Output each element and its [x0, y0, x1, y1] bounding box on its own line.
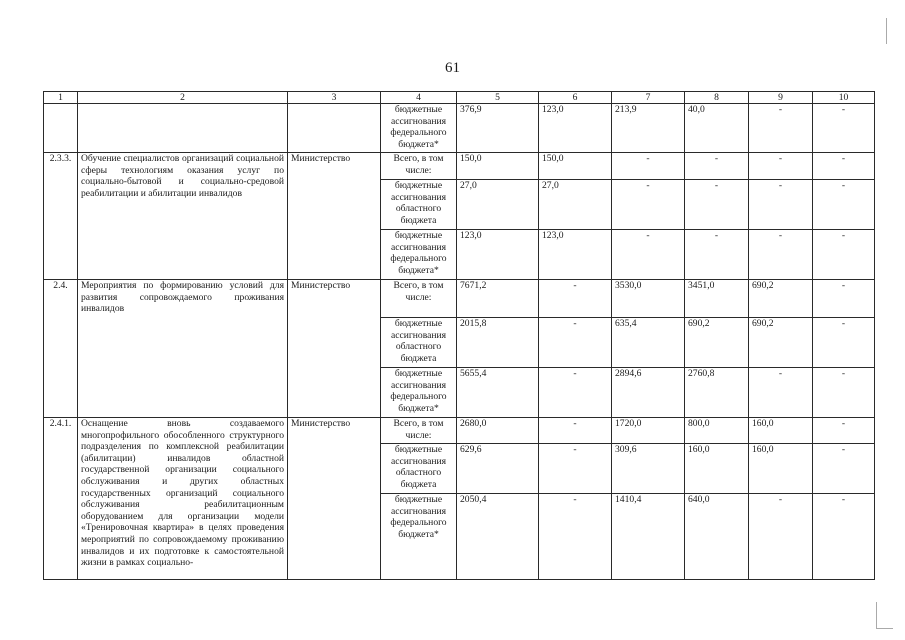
amount-total: 5655,4 — [457, 368, 539, 418]
funding-source: Всего, в том числе: — [381, 153, 457, 180]
amount-year: - — [813, 444, 875, 494]
amount-year: 2894,6 — [612, 368, 685, 418]
column-number: 9 — [749, 92, 813, 104]
table-row — [44, 153, 875, 180]
amount-year: 160,0 — [749, 418, 813, 444]
amount-year: 27,0 — [539, 180, 612, 230]
amount-year: - — [813, 280, 875, 318]
table-row — [44, 418, 875, 444]
amount-total: 2680,0 — [457, 418, 539, 444]
amount-year: - — [813, 153, 875, 180]
column-number: 2 — [78, 92, 288, 104]
amount-year: 213,9 — [612, 104, 685, 153]
column-number: 3 — [288, 92, 381, 104]
amount-year: - — [685, 230, 749, 280]
amount-year: 3530,0 — [612, 280, 685, 318]
amount-year: - — [685, 153, 749, 180]
amount-year: 690,2 — [749, 280, 813, 318]
column-number-row — [44, 92, 875, 104]
column-number: 4 — [381, 92, 457, 104]
amount-year: 690,2 — [685, 318, 749, 368]
item-description: Мероприятия по формированию условий для развития сопровождаемого проживания инвалидов — [78, 280, 288, 418]
amount-year: 123,0 — [539, 104, 612, 153]
amount-year: - — [539, 444, 612, 494]
item-executor: Министерство — [288, 418, 381, 580]
column-number: 8 — [685, 92, 749, 104]
amount-year: 1410,4 — [612, 494, 685, 580]
funding-source: Всего, в том числе: — [381, 280, 457, 318]
amount-year: - — [813, 368, 875, 418]
item-description — [78, 104, 288, 153]
amount-total: 2015,8 — [457, 318, 539, 368]
amount-year: - — [813, 180, 875, 230]
amount-total: 123,0 — [457, 230, 539, 280]
amount-year: - — [539, 368, 612, 418]
amount-year: - — [749, 368, 813, 418]
amount-year: - — [813, 230, 875, 280]
amount-year: 309,6 — [612, 444, 685, 494]
amount-year: 800,0 — [685, 418, 749, 444]
amount-year: 690,2 — [749, 318, 813, 368]
amount-year: 1720,0 — [612, 418, 685, 444]
amount-year: - — [539, 494, 612, 580]
amount-year: - — [749, 230, 813, 280]
amount-year: - — [749, 104, 813, 153]
item-number: 2.4. — [44, 280, 78, 418]
amount-year: 635,4 — [612, 318, 685, 368]
budget-table — [43, 91, 875, 580]
amount-year: - — [539, 418, 612, 444]
amount-year: - — [749, 153, 813, 180]
amount-year: - — [612, 180, 685, 230]
amount-year: - — [813, 494, 875, 580]
amount-year: - — [813, 318, 875, 368]
amount-total: 150,0 — [457, 153, 539, 180]
funding-source: бюджетные ассигнования федерального бюджета* — [381, 368, 457, 418]
item-executor: Министерство — [288, 153, 381, 280]
amount-year: 150,0 — [539, 153, 612, 180]
amount-year: 160,0 — [749, 444, 813, 494]
column-number: 5 — [457, 92, 539, 104]
amount-year: - — [749, 180, 813, 230]
amount-total: 27,0 — [457, 180, 539, 230]
item-number: 2.3.3. — [44, 153, 78, 280]
amount-year: 640,0 — [685, 494, 749, 580]
column-number: 1 — [44, 92, 78, 104]
amount-year: - — [813, 418, 875, 444]
amount-year: - — [612, 230, 685, 280]
table-row — [44, 280, 875, 318]
column-number: 10 — [813, 92, 875, 104]
amount-year: 40,0 — [685, 104, 749, 153]
column-number: 7 — [612, 92, 685, 104]
amount-total: 2050,4 — [457, 494, 539, 580]
scan-mark — [886, 18, 888, 44]
funding-source: бюджетные ассигнования областного бюджета — [381, 444, 457, 494]
item-number — [44, 104, 78, 153]
amount-total: 376,9 — [457, 104, 539, 153]
table-row — [44, 104, 875, 153]
funding-source: бюджетные ассигнования областного бюджета — [381, 180, 457, 230]
item-description: Оснащение вновь создаваемого многопрофильного обособленного структурного подразделения по комплексной реабилитации (абилитации) инвалидов областной государственной организации социального обслуживания и других областных государственных организаций социального обслуживания реабилитационным оборудованием для организации модели «Тренировочная квартира» в целях проведения мероприятий по сопровождаемому проживанию инвалидов и их подготовке к самостоятельной жизни в рамках социально- — [78, 418, 288, 580]
item-number: 2.4.1. — [44, 418, 78, 580]
funding-source: бюджетные ассигнования федерального бюджета* — [381, 104, 457, 153]
amount-year: - — [685, 180, 749, 230]
amount-year: - — [612, 153, 685, 180]
amount-year: 2760,8 — [685, 368, 749, 418]
amount-year: 123,0 — [539, 230, 612, 280]
scan-mark — [876, 602, 893, 629]
funding-source: бюджетные ассигнования областного бюджета — [381, 318, 457, 368]
item-executor — [288, 104, 381, 153]
item-description: Обучение специалистов организаций социальной сферы технологиям оказания услуг по социально-бытовой и социально-средовой реабилитации и абилитации инвалидов — [78, 153, 288, 280]
amount-year: - — [539, 280, 612, 318]
amount-total: 7671,2 — [457, 280, 539, 318]
amount-year: 3451,0 — [685, 280, 749, 318]
funding-source: бюджетные ассигнования федерального бюджета* — [381, 494, 457, 580]
funding-source: бюджетные ассигнования федерального бюджета* — [381, 230, 457, 280]
amount-year: - — [749, 494, 813, 580]
amount-year: 160,0 — [685, 444, 749, 494]
page-number: 61 — [445, 60, 460, 76]
amount-year: - — [813, 104, 875, 153]
column-number: 6 — [539, 92, 612, 104]
item-executor: Министерство — [288, 280, 381, 418]
amount-total: 629,6 — [457, 444, 539, 494]
funding-source: Всего, в том числе: — [381, 418, 457, 444]
amount-year: - — [539, 318, 612, 368]
